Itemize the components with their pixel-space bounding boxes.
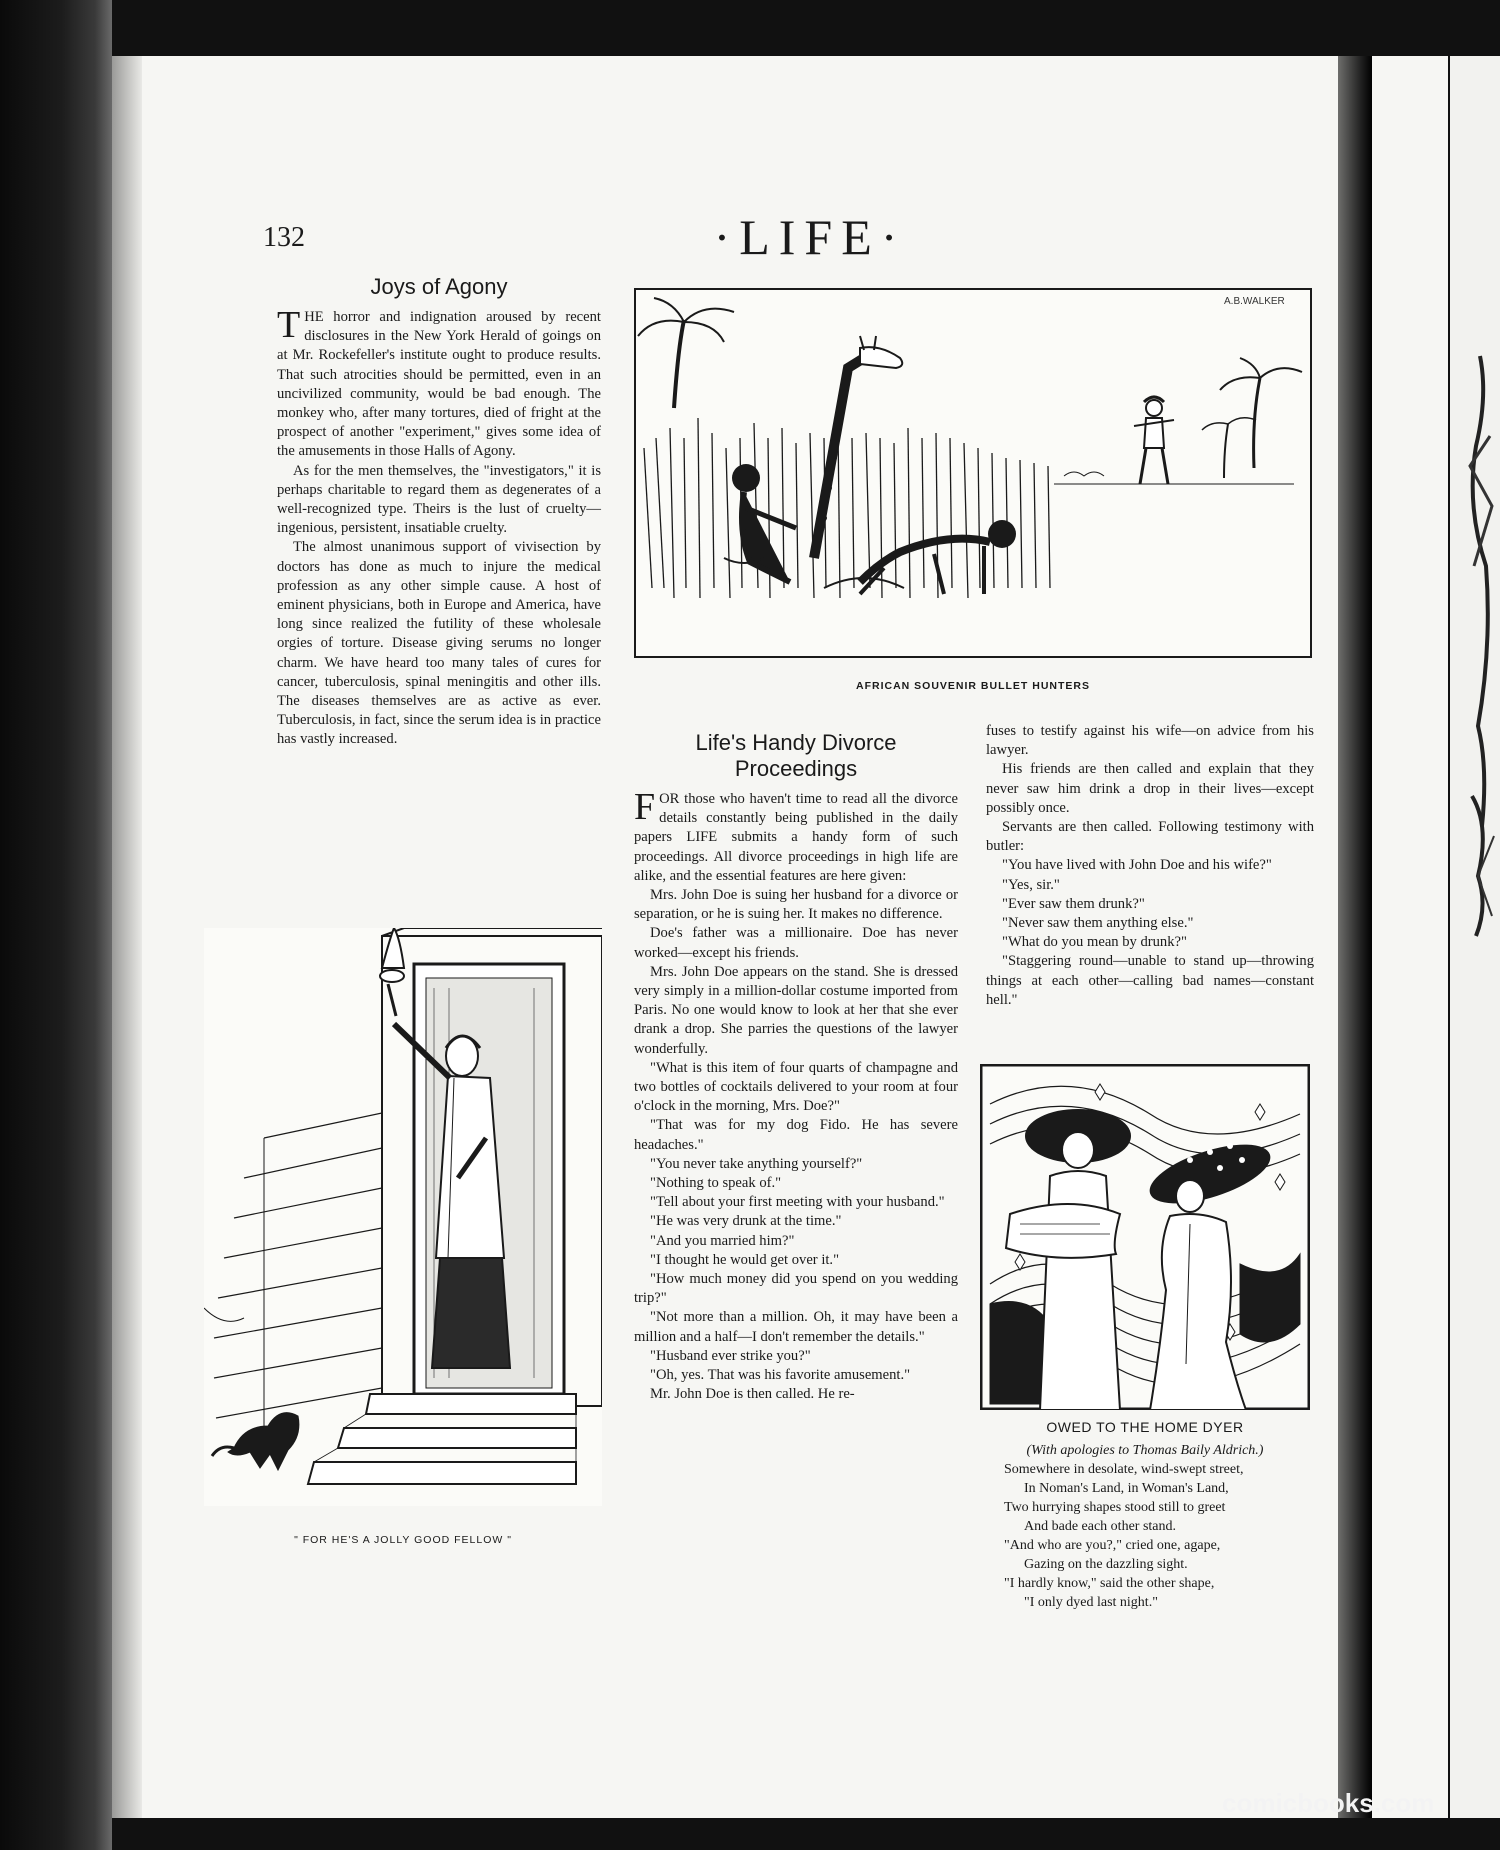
- divorce-paragraph: "Nothing to speak of.": [650, 1175, 782, 1192]
- divorce-paragraph: "How much money did you spend on you wedding trip?": [634, 1271, 958, 1307]
- poem-line: "I only dyed last night.": [1024, 1595, 1158, 1611]
- divorce-paragraph: "Oh, yes. That was his favorite amusement.": [650, 1367, 911, 1384]
- divorce-paragraph: "Tell about your first meeting with your husband.": [650, 1194, 945, 1211]
- divorce-article-continued: [986, 722, 1314, 1010]
- divorce-paragraph: "What is this item of four quarts of champagne and two bottles of cocktails delivered to your room at four o'clock in the morning, Mrs. Doe?": [634, 1059, 958, 1115]
- home-dyer-illustration: [980, 1064, 1310, 1410]
- divorce-paragraph: "What do you mean by drunk?": [1002, 934, 1187, 951]
- divorce-paragraph: "I thought he would get over it.": [650, 1251, 840, 1268]
- jolly-fellow-illustration: [204, 928, 602, 1506]
- page-number: 132: [263, 222, 305, 253]
- poem-line: Gazing on the dazzling sight.: [1024, 1557, 1188, 1573]
- divorce-paragraph: "Never saw them anything else.": [1002, 915, 1194, 932]
- joys-dropcap: T: [277, 304, 301, 346]
- divorce-paragraph: "And you married him?": [650, 1232, 795, 1249]
- poem-line: "I hardly know," said the other shape,: [1004, 1576, 1215, 1592]
- divorce-paragraph: "Yes, sir.": [1002, 876, 1060, 893]
- divorce-paragraph: Mr. John Doe is then called. He re-: [650, 1386, 855, 1403]
- divorce-paragraph: "He was very drunk at the time.": [650, 1213, 842, 1230]
- joys-paragraph: THE horror and indignation aroused by recent disclosures in the New York Herald of goings on at Mr. Rockefeller's institute ought to produce results. That such atrocities should be permitted, even in an uncivilized community, would be bad enough. The monkey who, after many tortures, died of fright at the prospect of another "experiment," gives some idea of the amusements in those Halls of Agony.: [277, 304, 601, 460]
- joys-paragraph: The almost unanimous support of vivisection by doctors has done as much to injure the medical profession as any other simple cause. A host of eminent physicians, both in Europe and America, have long since realized the futility of these wholesale orgies of torture. Disease giving serums no longer charm. We have heard too many tales of cures for cancer, tuberculosis, spinal meningitis and other ills. The diseases themselves are as active as ever. Tuberculosis, in fact, since the serum idea is in practice has vastly increased.: [277, 539, 601, 748]
- african-signature: A.B.WALKER: [1224, 296, 1285, 307]
- page-gutter: [1338, 56, 1372, 1818]
- divorce-paragraph: Mrs. John Doe is suing her husband for a divorce or separation, or he is suing her. It makes no difference.: [634, 887, 958, 923]
- poem-body: [980, 1441, 1310, 1612]
- jolly-fellow-caption: " FOR HE'S A JOLLY GOOD FELLOW ": [294, 1534, 512, 1546]
- divorce-paragraph: "You never take anything yourself?": [650, 1155, 863, 1172]
- watermark: comicbooks.com: [1222, 1788, 1435, 1818]
- page-shade: [112, 56, 142, 1818]
- poem-line: In Noman's Land, in Woman's Land,: [1024, 1481, 1229, 1497]
- divorce-paragraph: Mrs. John Doe appears on the stand. She is dressed very simply in a million-dollar costume imported from Paris. No one would know to look at her that she ever drank a drop. She parries the questions of the lawyer wonderfully.: [634, 963, 958, 1057]
- poem-title: OWED TO THE HOME DYER: [1046, 1419, 1244, 1435]
- divorce-paragraph: "Staggering round—unable to stand up—throwing things at each other—calling bad names—constant hell.": [986, 953, 1314, 1008]
- divorce-paragraph: Doe's father was a millionaire. Doe has never worked—except his friends.: [634, 925, 958, 961]
- divorce-dropcap: F: [634, 786, 656, 828]
- african-caption: AFRICAN SOUVENIR BULLET HUNTERS: [855, 680, 1090, 692]
- poem-line: "And who are you?," cried one, agape,: [1004, 1538, 1221, 1554]
- scan-left-edge: [0, 0, 112, 1850]
- joys-article: [277, 274, 601, 750]
- divorce-paragraph: "Husband ever strike you?": [650, 1347, 811, 1364]
- divorce-paragraph: "That was for my dog Fido. He has severe headaches.": [634, 1117, 958, 1153]
- next-page-edge: [1450, 56, 1500, 1818]
- divorce-paragraph: Servants are then called. Following testimony with butler:: [986, 819, 1314, 855]
- poem-subtitle: (With apologies to Thomas Baily Aldrich.): [1026, 1443, 1264, 1459]
- poem-line: Somewhere in desolate, wind-swept street,: [1004, 1462, 1244, 1478]
- divorce-paragraph: His friends are then called and explain that they never saw him drink a drop in their lives—except possibly once.: [986, 761, 1314, 816]
- divorce-title: Life's Handy Divorce Proceedings: [695, 730, 897, 781]
- masthead-title: ·LIFE·: [713, 209, 907, 265]
- poem-line: Two hurrying shapes stood still to greet: [1004, 1500, 1226, 1516]
- home-dyer-poem: [980, 1418, 1310, 1612]
- divorce-paragraph: "Ever saw them drunk?": [1002, 895, 1145, 912]
- joys-paragraph: As for the men themselves, the "investigators," it is perhaps charitable to regard them as degenerates of a well-recognized type. Theirs is the lust of cruelty—ingenious, persistent, insatiable cruelty.: [277, 462, 601, 537]
- african-illustration: [634, 288, 1312, 658]
- poem-line: And bade each other stand.: [1024, 1519, 1176, 1535]
- divorce-article: [634, 730, 958, 1405]
- divorce-paragraph: "You have lived with John Doe and his wife?": [1002, 857, 1272, 874]
- divorce-paragraph: "Not more than a million. Oh, it may have been a million and a half—I don't remember the details.": [634, 1309, 958, 1345]
- divorce-paragraph: fuses to testify against his wife—on advice from his lawyer.: [986, 723, 1314, 759]
- joys-title: Joys of Agony: [370, 274, 508, 299]
- divorce-paragraph: FOR those who haven't time to read all the divorce details constantly being published in the daily papers LIFE submits a handy form of such proceedings. All divorce proceedings in high life are alike, and the essential features are here given:: [634, 786, 958, 884]
